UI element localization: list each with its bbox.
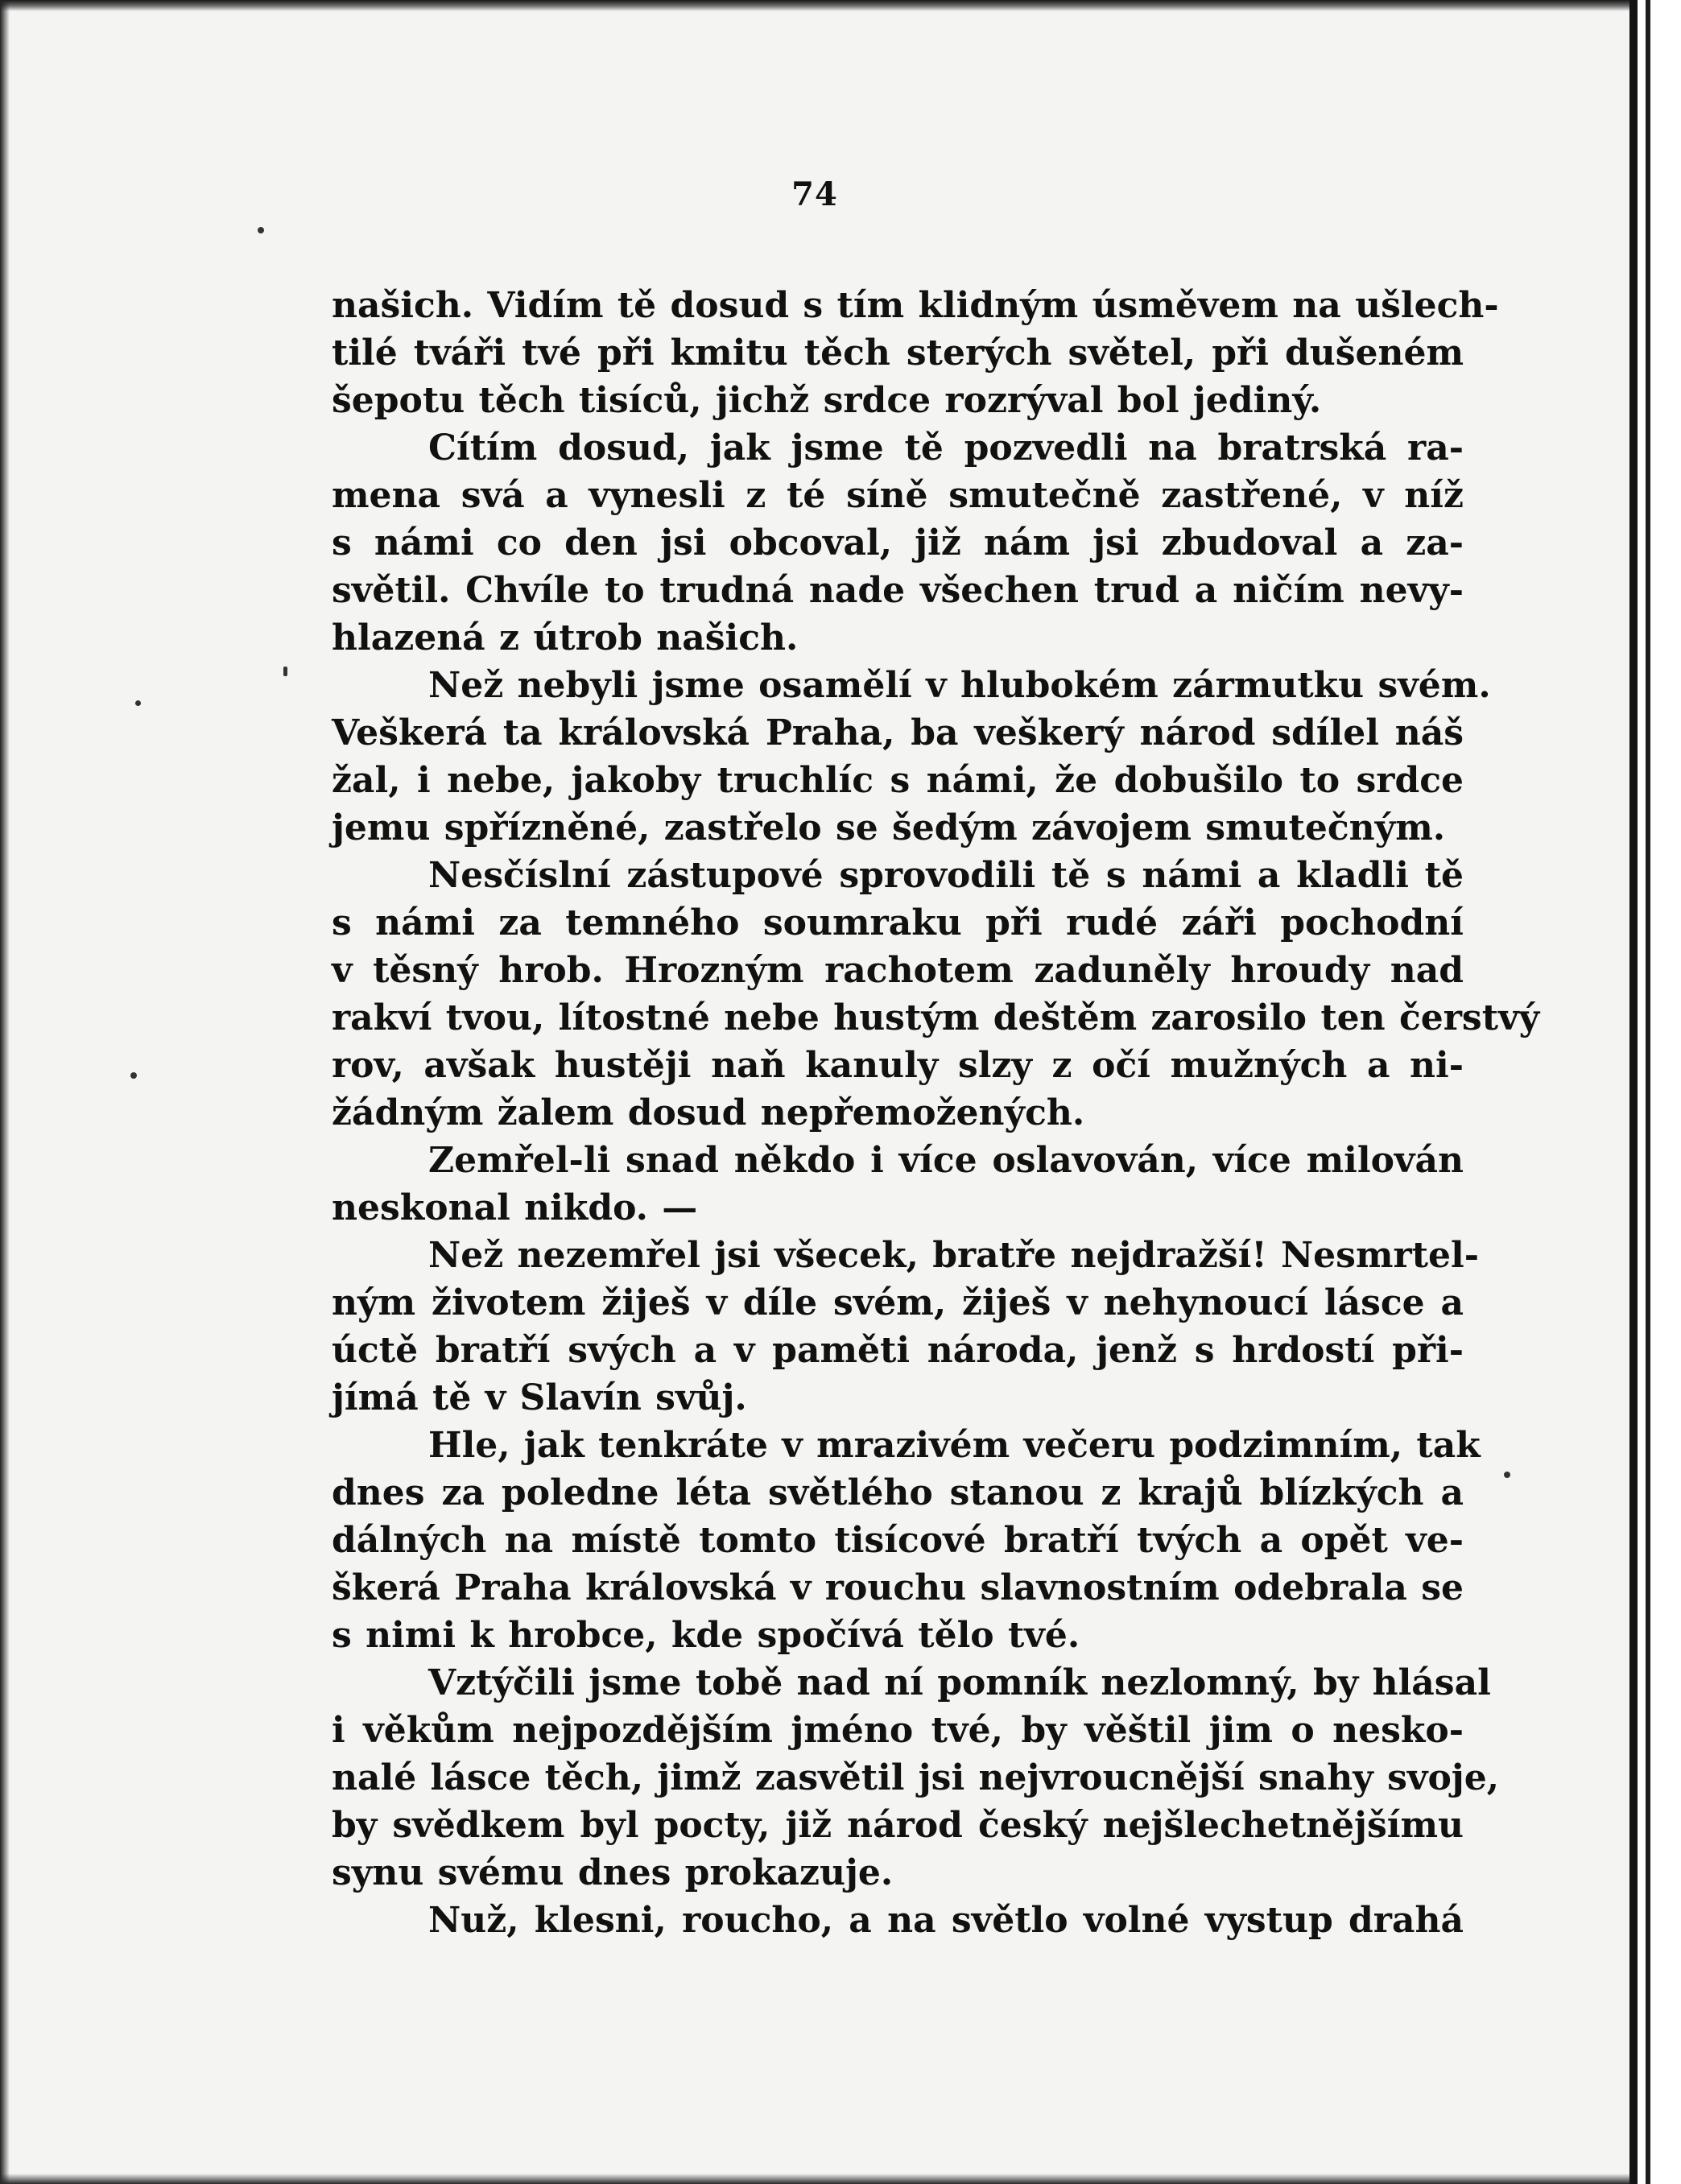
text-line: hlazená z útrob našich. [332,617,799,659]
text-line: v těsný hrob. Hrozným rachotem zaduněly hroudy nad [332,950,1464,991]
text-line: synu svému dnes prokazuje. [332,1852,894,1893]
text-line: šepotu těch tisíců, jichž srdce rozrýval bol jediný. [332,380,1322,421]
text-line: s námi co den jsi obcoval, již nám jsi zbudoval a za- [332,522,1464,564]
body-text [332,282,1540,1944]
text-line: mena svá a vynesli z té síně smutečně zastřené, v níž [332,475,1464,516]
page-number: 74 [791,175,838,213]
text-line: neskonal nikdo. — [332,1187,698,1228]
text-line: dnes za poledne léta světlého stanou z krajů blízkých a [332,1472,1464,1513]
text-line: jemu spřízněné, zastřelo se šedým závojem smutečným. [332,807,1446,848]
text-line: jímá tě v Slavín svůj. [332,1377,747,1418]
text-line: úctě bratří svých a v paměti národa, jenž s hrdostí při- [332,1330,1464,1371]
scan-edge-right-line [1646,0,1650,2184]
text-line: s nimi k hrobce, kde spočívá tělo tvé. [332,1615,1080,1656]
scan-speck [258,227,264,233]
text-line: Cítím dosud, jak jsme tě pozvedli na bratrská ra- [428,427,1464,469]
text-line: Vztýčili jsme tobě nad ní pomník nezlomný, by hlásal [428,1662,1491,1703]
text-line: nalé lásce těch, jimž zasvětil jsi nejvroucnější snahy svoje, [332,1757,1500,1798]
text-line: Než nezemřel jsi všecek, bratře nejdražší! Nesmrtel- [428,1235,1479,1276]
text-line: světil. Chvíle to trudná nade všechen trud a ničím nevy- [332,570,1464,611]
scan-speck [1504,1472,1510,1478]
scan-edge-bottom [0,2174,1629,2184]
text-line: ným životem žiješ v díle svém, žiješ v nehynoucí lásce a [332,1282,1464,1323]
text-line: Než nebyli jsme osamělí v hlubokém zármutku svém. [428,665,1491,706]
text-line: i věkům nejpozdějším jméno tvé, by věštil jim o nesko- [332,1710,1464,1751]
text-line: našich. Vidím tě dosud s tím klidným úsměvem na ušlech- [332,285,1499,326]
text-line: Zemřel-li snad někdo i více oslavován, více milován [428,1140,1464,1181]
text-line: rov, avšak hustěji naň kanuly slzy z očí mužných a ni- [332,1045,1464,1086]
text-line: Veškerá ta královská Praha, ba veškerý národ sdílel náš [332,712,1464,753]
text-line: rakví tvou, lítostné nebe hustým deštěm zarosilo ten čerstvý [332,997,1540,1038]
text-line: dálných na místě tomto tisícové bratří tvých a opět ve- [332,1520,1464,1561]
scan-speck [130,1072,137,1079]
text-line: by svědkem byl pocty, již národ český nejšlechetnějšímu [332,1805,1464,1846]
text-line: Nuž, klesni, roucho, a na světlo volné vystup drahá [428,1900,1464,1941]
text-line: Hle, jak tenkráte v mrazivém večeru podzimním, tak [428,1425,1481,1466]
text-line: Nesčíslní zástupové sprovodili tě s námi a kladli tě [428,855,1464,896]
scan-edge-right [1629,0,1681,2184]
text-line: žal, i nebe, jakoby truchlíc s námi, že dobušilo to srdce [332,760,1464,801]
scan-edge-left [0,0,10,2184]
scan-edge-top [0,0,1681,11]
scan-speck [135,700,141,706]
text-line: škerá Praha královská v rouchu slavnostním odebrala se [332,1567,1464,1608]
scan-speck [283,667,287,676]
text-line: žádným žalem dosud nepřemožených. [332,1092,1085,1133]
text-line: s námi za temného soumraku při rudé záři pochodní [332,902,1464,943]
text-line: tilé tváři tvé při kmitu těch sterých světel, při dušeném [332,332,1464,374]
